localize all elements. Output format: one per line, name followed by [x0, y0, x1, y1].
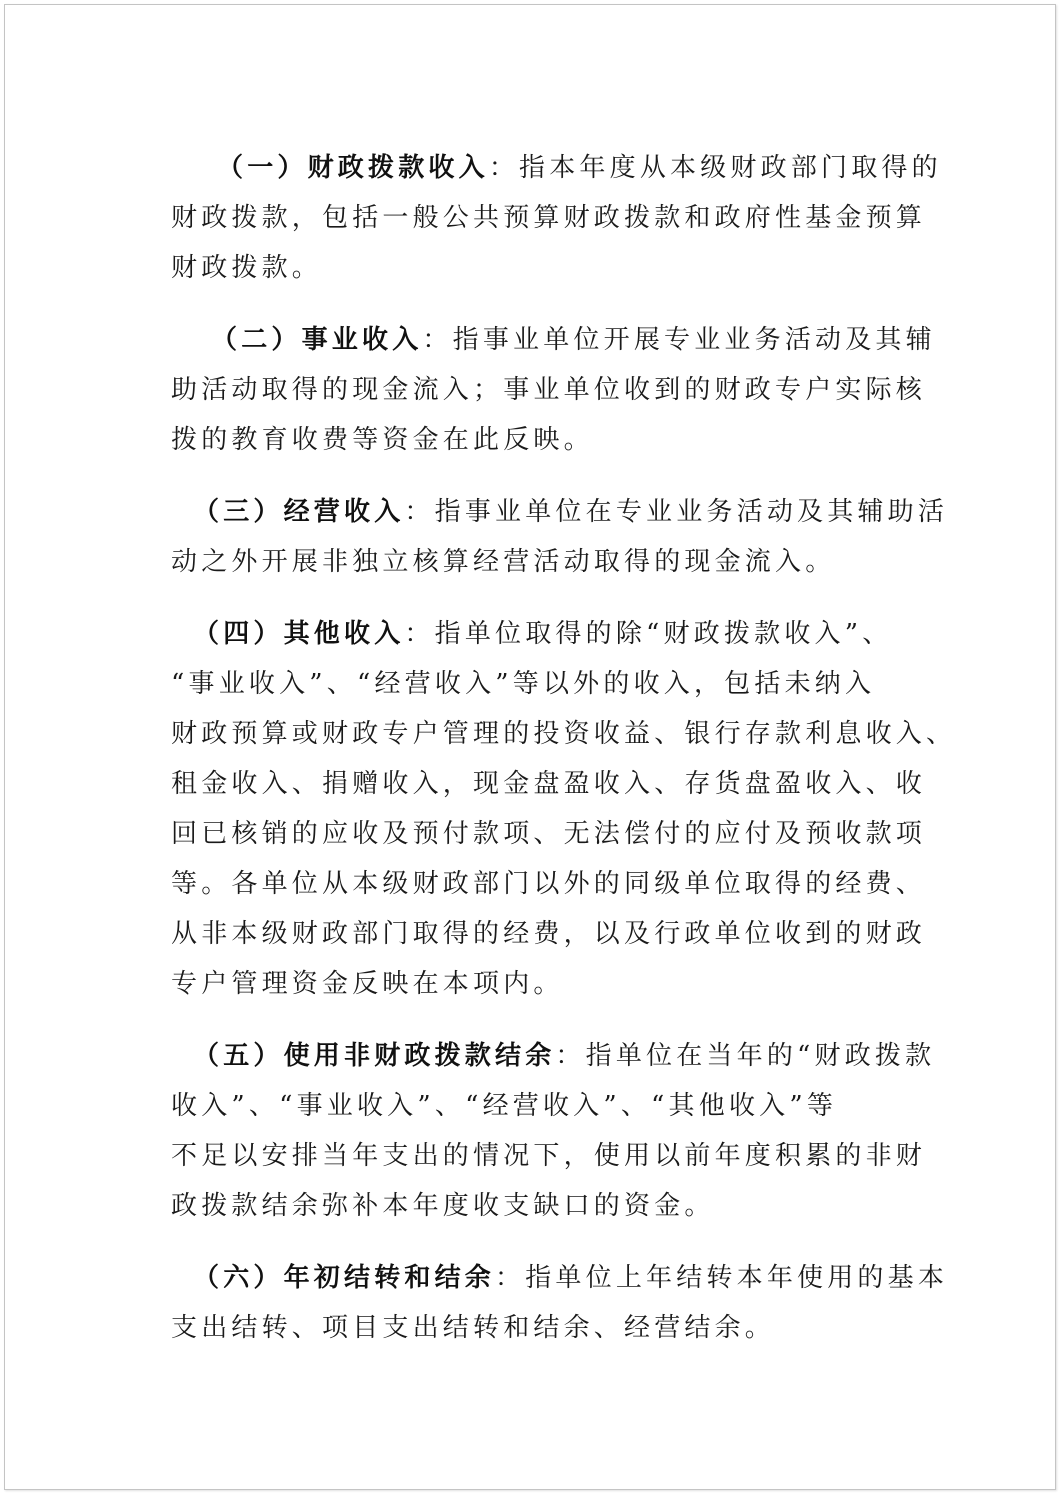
section-2-definition-start: ：指事业单位开展专业业务活动及其辅	[422, 325, 936, 355]
section-5-number: （五）	[193, 1041, 284, 1071]
section-6-line-1	[171, 1253, 949, 1303]
section-4-line-4: 租金收入、捐赠收入，现金盘盈收入、存货盘盈收入、收	[171, 769, 927, 799]
section-1-line-1	[171, 143, 942, 193]
section-2-line-3: 拨的教育收费等资金在此反映。	[171, 425, 594, 455]
section-4-number: （四）	[193, 619, 284, 649]
section-4-other-income	[171, 609, 957, 1009]
section-4-term: 其他收入	[283, 619, 405, 649]
section-1-number: （一）	[217, 153, 308, 183]
section-6-number: （六）	[193, 1263, 284, 1293]
section-4-line-7: 从非本级财政部门取得的经费，以及行政单位收到的财政	[171, 919, 927, 949]
section-1-term: 财政拨款收入	[307, 153, 489, 183]
section-2-term: 事业收入	[301, 325, 423, 355]
document-body	[171, 143, 957, 1375]
section-4-line-1	[171, 609, 931, 659]
section-4-definition-start: ：指单位取得的除“财政拨款收入”、	[404, 619, 893, 649]
section-4-line-8: 专户管理资金反映在本项内。	[171, 969, 564, 999]
section-2-line-2: 助活动取得的现金流入；事业单位收到的财政专户实际核	[171, 375, 927, 405]
section-3-operating-income	[171, 487, 949, 587]
section-6-definition-start: ：指单位上年结转本年使用的基本	[495, 1263, 949, 1293]
section-5-term: 使用非财政拨款结余	[283, 1041, 556, 1071]
section-5-definition-start: ：指单位在当年的“财政拨款	[555, 1041, 936, 1071]
section-5-line-3: 不足以安排当年支出的情况下，使用以前年度积累的非财	[171, 1141, 927, 1171]
section-2-line-1	[171, 315, 936, 365]
section-5-line-4: 政拨款结余弥补本年度收支缺口的资金。	[171, 1191, 715, 1221]
document-page	[4, 4, 1056, 1490]
section-5-use-of-non-fiscal-balance	[171, 1031, 936, 1231]
section-1-fiscal-appropriation-income	[171, 143, 942, 293]
section-5-line-1	[171, 1031, 936, 1081]
section-4-line-5: 回已核销的应收及预付款项、无法偿付的应付及预收款项	[171, 819, 927, 849]
section-1-line-2: 财政拨款，包括一般公共预算财政拨款和政府性基金预算	[171, 203, 927, 233]
section-5-line-2: 收入”、“事业收入”、“经营收入”、“其他收入”等	[171, 1091, 838, 1121]
section-3-term: 经营收入	[283, 497, 405, 527]
section-4-line-2: “事业收入”、“经营收入”等以外的收入，包括未纳入	[171, 669, 876, 699]
section-6-line-2: 支出结转、项目支出结转和结余、经营结余。	[171, 1313, 776, 1343]
section-3-number: （三）	[193, 497, 284, 527]
section-4-line-3: 财政预算或财政专户管理的投资收益、银行存款利息收入、	[171, 719, 957, 749]
section-2-business-income	[171, 315, 936, 465]
section-4-line-6: 等。各单位从本级财政部门以外的同级单位取得的经费、	[171, 869, 927, 899]
section-1-line-3: 财政拨款。	[171, 253, 323, 283]
section-1-definition-start: ：指本年度从本级财政部门取得的	[488, 153, 942, 183]
section-2-number: （二）	[211, 325, 302, 355]
section-3-line-2: 动之外开展非独立核算经营活动取得的现金流入。	[171, 547, 836, 577]
section-6-term: 年初结转和结余	[283, 1263, 496, 1293]
section-6-carryover-and-balance	[171, 1253, 949, 1353]
section-3-line-1	[171, 487, 949, 537]
section-3-definition-start: ：指事业单位在专业业务活动及其辅助活	[404, 497, 949, 527]
